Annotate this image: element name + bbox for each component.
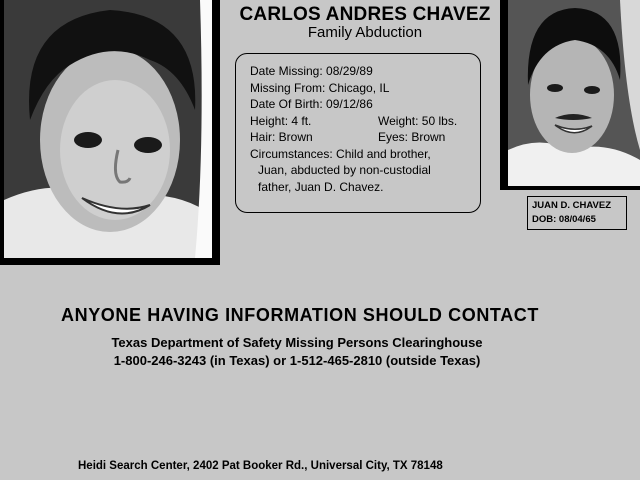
eye-color: Eyes: Brown [378, 130, 446, 144]
footer-address: Heidi Search Center, 2402 Pat Booker Rd., Universal City, TX 78148 [78, 460, 443, 472]
missing-from: Missing From: Chicago, IL [250, 80, 390, 95]
abductor-photo [500, 0, 640, 190]
date-of-birth: Date Of Birth: 09/12/86 [250, 97, 373, 111]
hair-eyes-row [250, 129, 480, 146]
abductor-caption [527, 196, 627, 230]
child-photo [0, 0, 220, 265]
contact-heading: ANYONE HAVING INFORMATION SHOULD CONTACT [61, 305, 539, 325]
contact-organization: Texas Department of Safety Missing Persons Clearinghouse [111, 335, 483, 350]
height: Height: 4 ft. [250, 113, 312, 128]
circumstances-line-1: Circumstances: Child and brother, [250, 146, 431, 161]
case-type: Family Abduction [307, 24, 423, 41]
abductor-dob: DOB: 08/04/65 [532, 214, 596, 225]
contact-phone-numbers: 1-800-246-3243 (in Texas) or 1-512-465-2810 (outside Texas) [113, 353, 481, 368]
missing-child-name: CARLOS ANDRES CHAVEZ [239, 4, 491, 25]
height-weight-row [250, 113, 480, 130]
circumstances-line-2: Juan, abducted by non-custodial [258, 163, 431, 177]
circumstances-line-3: father, Juan D. Chavez. [258, 179, 384, 194]
date-missing: Date Missing: 08/29/89 [250, 64, 373, 78]
abductor-name: JUAN D. CHAVEZ [532, 200, 611, 211]
weight: Weight: 50 lbs. [378, 113, 458, 128]
details-box [235, 53, 481, 213]
hair-color: Hair: Brown [250, 130, 313, 144]
